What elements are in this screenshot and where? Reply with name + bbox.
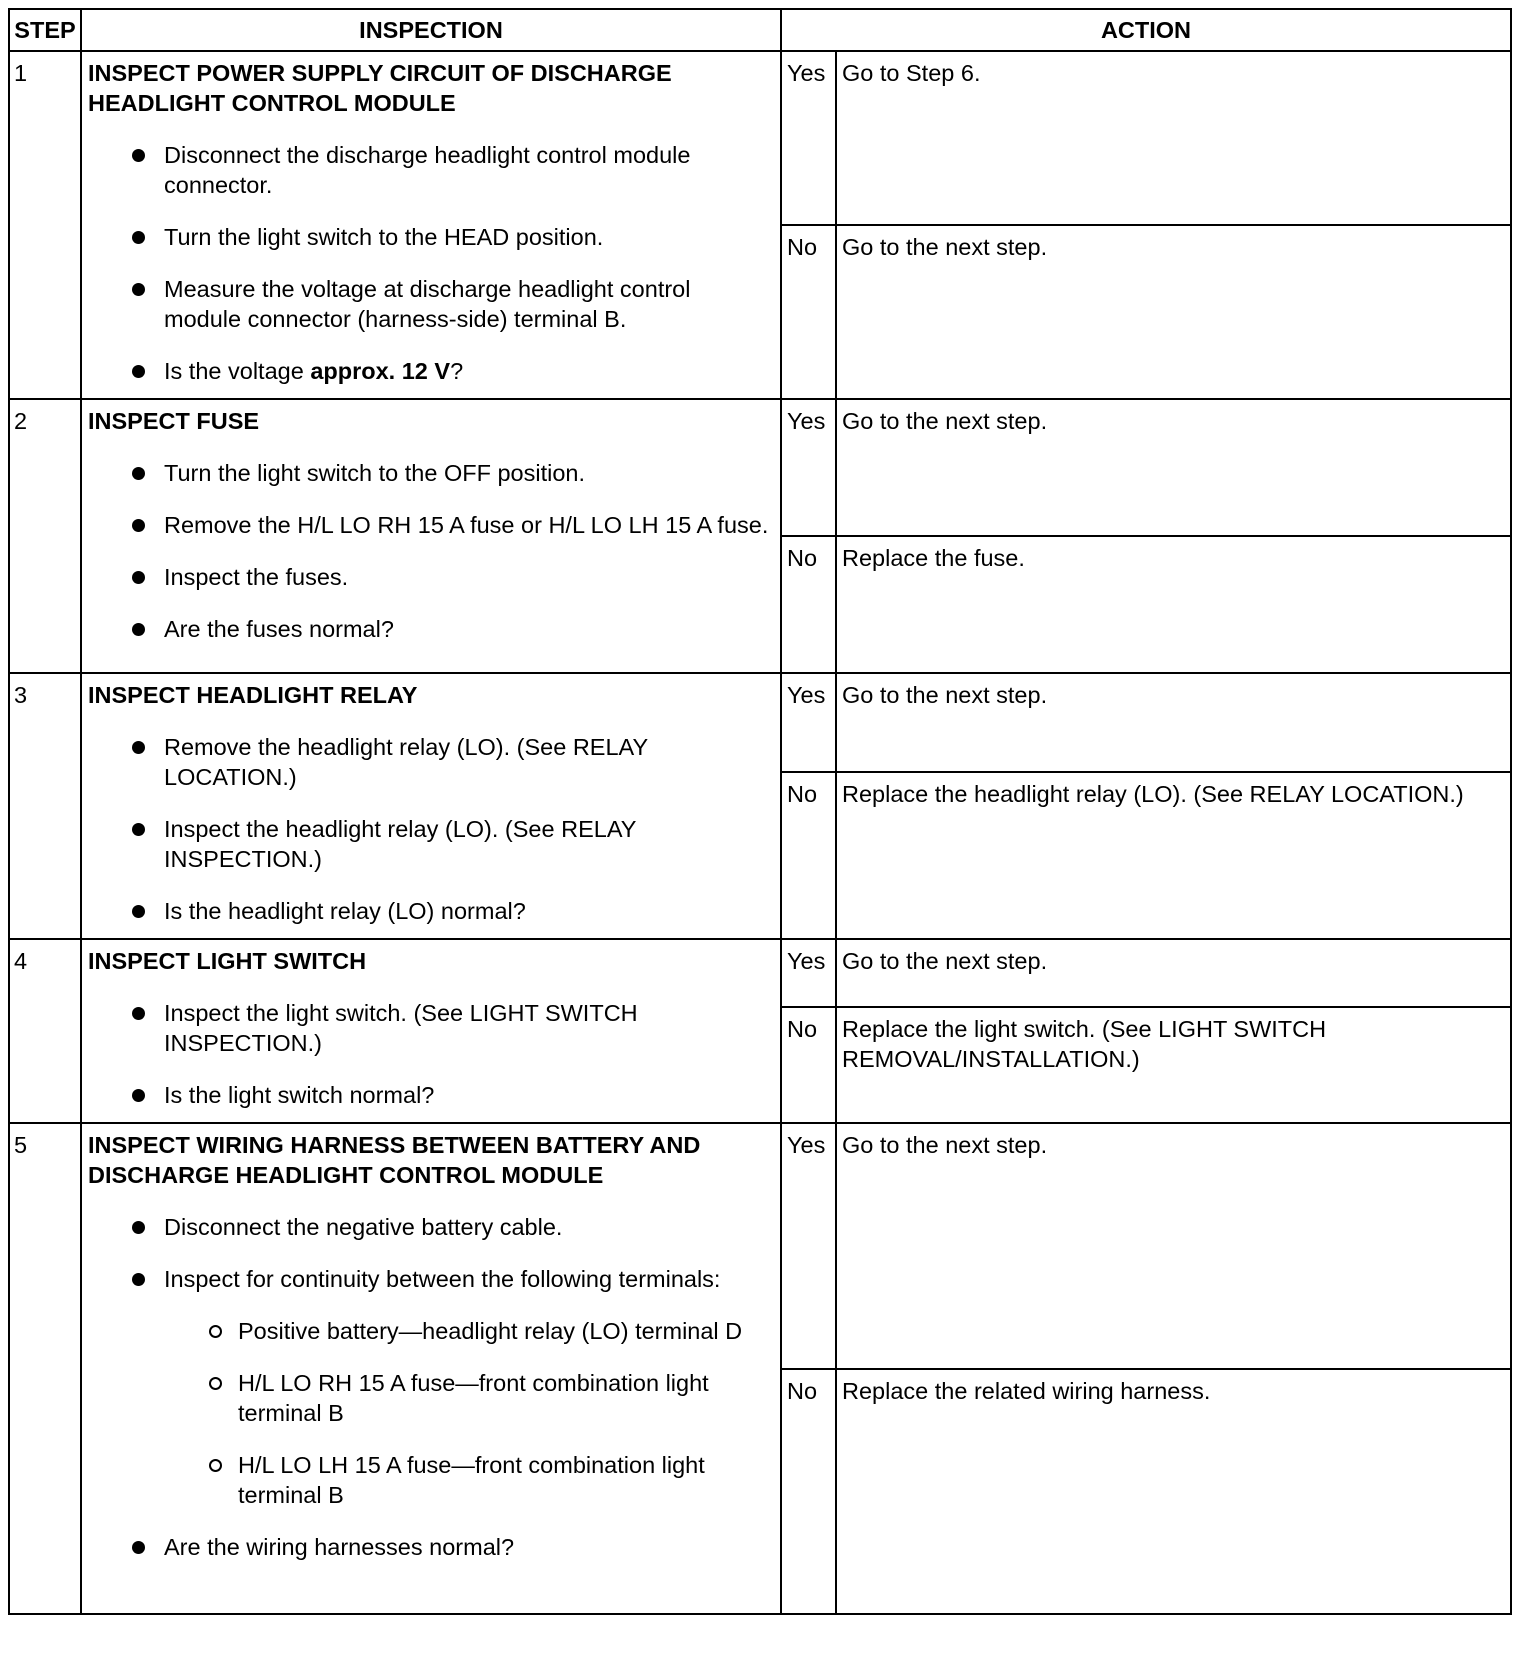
yes-label: Yes: [781, 399, 836, 536]
header-step: STEP: [9, 9, 81, 51]
step-4-yes-row: [9, 939, 1511, 1007]
step-title: INSPECT HEADLIGHT RELAY: [88, 682, 418, 708]
step-3-yes-row: [9, 673, 1511, 772]
header-inspection: INSPECTION: [81, 9, 781, 51]
yes-action: Go to the next step.: [836, 939, 1511, 1007]
step-1-yes-row: [9, 51, 1511, 225]
question-value: approx. 12 V: [310, 358, 451, 384]
bullet-item: Disconnect the discharge headlight control module connector.: [88, 140, 770, 200]
step-2-inspection: [81, 399, 781, 673]
bullet-text: Inspect for continuity between the following terminals:: [164, 1266, 721, 1292]
yes-action: Go to the next step.: [836, 1123, 1511, 1369]
bullet-item: Remove the headlight relay (LO). (See RELAY LOCATION.): [88, 732, 770, 792]
bullet-item: [88, 356, 770, 386]
header-row: [9, 9, 1511, 51]
step-title: INSPECT WIRING HARNESS BETWEEN BATTERY AND DISCHARGE HEADLIGHT CONTROL MODULE: [88, 1132, 701, 1188]
header-action: ACTION: [781, 9, 1511, 51]
step-title: INSPECT POWER SUPPLY CIRCUIT OF DISCHARGE HEADLIGHT CONTROL MODULE: [88, 60, 672, 116]
step-3-inspection: [81, 673, 781, 939]
yes-label: Yes: [781, 1123, 836, 1369]
step-5-bullets: [88, 1212, 770, 1562]
yes-label: Yes: [781, 939, 836, 1007]
no-action: Replace the related wiring harness.: [836, 1369, 1511, 1614]
yes-label: Yes: [781, 51, 836, 225]
sub-bullet-item: Positive battery—headlight relay (LO) terminal D: [164, 1316, 770, 1346]
yes-action: Go to Step 6.: [836, 51, 1511, 225]
step-number: 3: [9, 673, 81, 939]
yes-action: Go to the next step.: [836, 673, 1511, 772]
step-number: 5: [9, 1123, 81, 1614]
no-action: Replace the headlight relay (LO). (See RELAY LOCATION.): [836, 772, 1511, 939]
diagnostic-procedure-table: [8, 8, 1512, 1615]
question-end: ?: [450, 358, 464, 384]
step-1-bullets: [88, 140, 770, 386]
bullet-item: Is the light switch normal?: [88, 1080, 770, 1110]
bullet-item: Inspect the fuses.: [88, 562, 770, 592]
bullet-item: Inspect the light switch. (See LIGHT SWITCH INSPECTION.): [88, 998, 770, 1058]
bullet-item: Turn the light switch to the OFF position.: [88, 458, 770, 488]
bullet-item: Are the fuses normal?: [88, 614, 770, 644]
bullet-item: Are the wiring harnesses normal?: [88, 1532, 770, 1562]
step-number: 4: [9, 939, 81, 1123]
no-label: No: [781, 772, 836, 939]
bullet-item: Turn the light switch to the HEAD position.: [88, 222, 770, 252]
sub-bullet-item: H/L LO LH 15 A fuse—front combination light terminal B: [164, 1450, 770, 1510]
no-action: Replace the light switch. (See LIGHT SWITCH REMOVAL/INSTALLATION.): [836, 1007, 1511, 1123]
bullet-item: Measure the voltage at discharge headlight control module connector (harness-side) terminal B.: [88, 274, 770, 334]
step-number: 2: [9, 399, 81, 673]
no-action: Go to the next step.: [836, 225, 1511, 399]
bullet-item: Is the headlight relay (LO) normal?: [88, 896, 770, 926]
step-5-yes-row: [9, 1123, 1511, 1369]
step-2-yes-row: [9, 399, 1511, 536]
bullet-item: Remove the H/L LO RH 15 A fuse or H/L LO LH 15 A fuse.: [88, 510, 770, 540]
no-label: No: [781, 536, 836, 673]
no-label: No: [781, 1007, 836, 1123]
no-action: Replace the fuse.: [836, 536, 1511, 673]
bullet-item: [88, 1264, 770, 1510]
sub-bullet-item: H/L LO RH 15 A fuse—front combination light terminal B: [164, 1368, 770, 1428]
yes-action: Go to the next step.: [836, 399, 1511, 536]
bullet-item: Inspect the headlight relay (LO). (See RELAY INSPECTION.): [88, 814, 770, 874]
step-title: INSPECT FUSE: [88, 408, 260, 434]
step-4-bullets: [88, 998, 770, 1110]
step-2-bullets: [88, 458, 770, 644]
step-number: 1: [9, 51, 81, 399]
bullet-item: Disconnect the negative battery cable.: [88, 1212, 770, 1242]
question-text: Is the voltage: [164, 358, 311, 384]
no-label: No: [781, 1369, 836, 1614]
step-3-bullets: [88, 732, 770, 926]
step-title: INSPECT LIGHT SWITCH: [88, 948, 367, 974]
yes-label: Yes: [781, 673, 836, 772]
step-1-inspection: [81, 51, 781, 399]
step-5-inspection: [81, 1123, 781, 1614]
step-4-inspection: [81, 939, 781, 1123]
no-label: No: [781, 225, 836, 399]
terminal-list: [164, 1316, 770, 1510]
